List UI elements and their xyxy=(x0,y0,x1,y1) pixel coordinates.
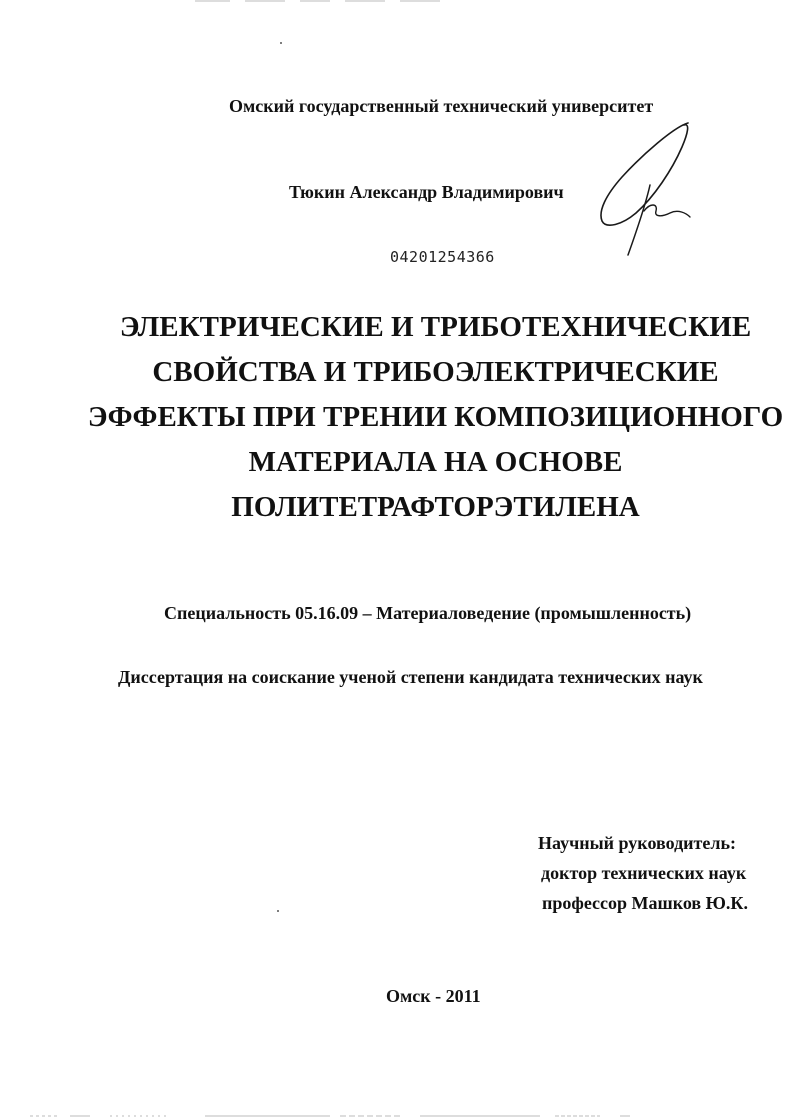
university-name: Омский государственный технический университет xyxy=(229,96,654,116)
specialty-line: Специальность 05.16.09 – Материаловедение (промышленность) xyxy=(164,603,692,623)
advisor-name: профессор Машков Ю.К. xyxy=(542,893,748,913)
degree-statement: Диссертация на соискание ученой степени кандидата технических наук xyxy=(118,667,703,687)
title-line: ПОЛИТЕТРАФТОРЭТИЛЕНА xyxy=(231,491,640,523)
catalog-number: 04201254366 xyxy=(390,248,495,266)
title-line: МАТЕРИАЛА НА ОСНОВЕ xyxy=(248,446,623,478)
scan-speck xyxy=(277,910,279,912)
scientific-advisor xyxy=(538,828,748,918)
handwritten-signature xyxy=(592,115,702,260)
dissertation-title xyxy=(0,305,799,530)
title-line: ЭЛЕКТРИЧЕСКИЕ И ТРИБОТЕХНИЧЕСКИЕ xyxy=(119,311,752,343)
scan-speck xyxy=(280,42,282,44)
title-line: СВОЙСТВА И ТРИБОЭЛЕКТРИЧЕСКИЕ xyxy=(152,356,719,388)
author-name: Тюкин Александр Владимирович xyxy=(289,182,564,202)
title-line: ЭФФЕКТЫ ПРИ ТРЕНИИ КОМПОЗИЦИОННОГО xyxy=(87,401,784,433)
advisor-label: Научный руководитель: xyxy=(538,833,736,853)
advisor-degree: доктор технических наук xyxy=(541,863,747,883)
scan-edge-bottom xyxy=(0,1112,799,1118)
scan-edge-top xyxy=(0,0,799,6)
city-year: Омск - 2011 xyxy=(386,986,481,1006)
